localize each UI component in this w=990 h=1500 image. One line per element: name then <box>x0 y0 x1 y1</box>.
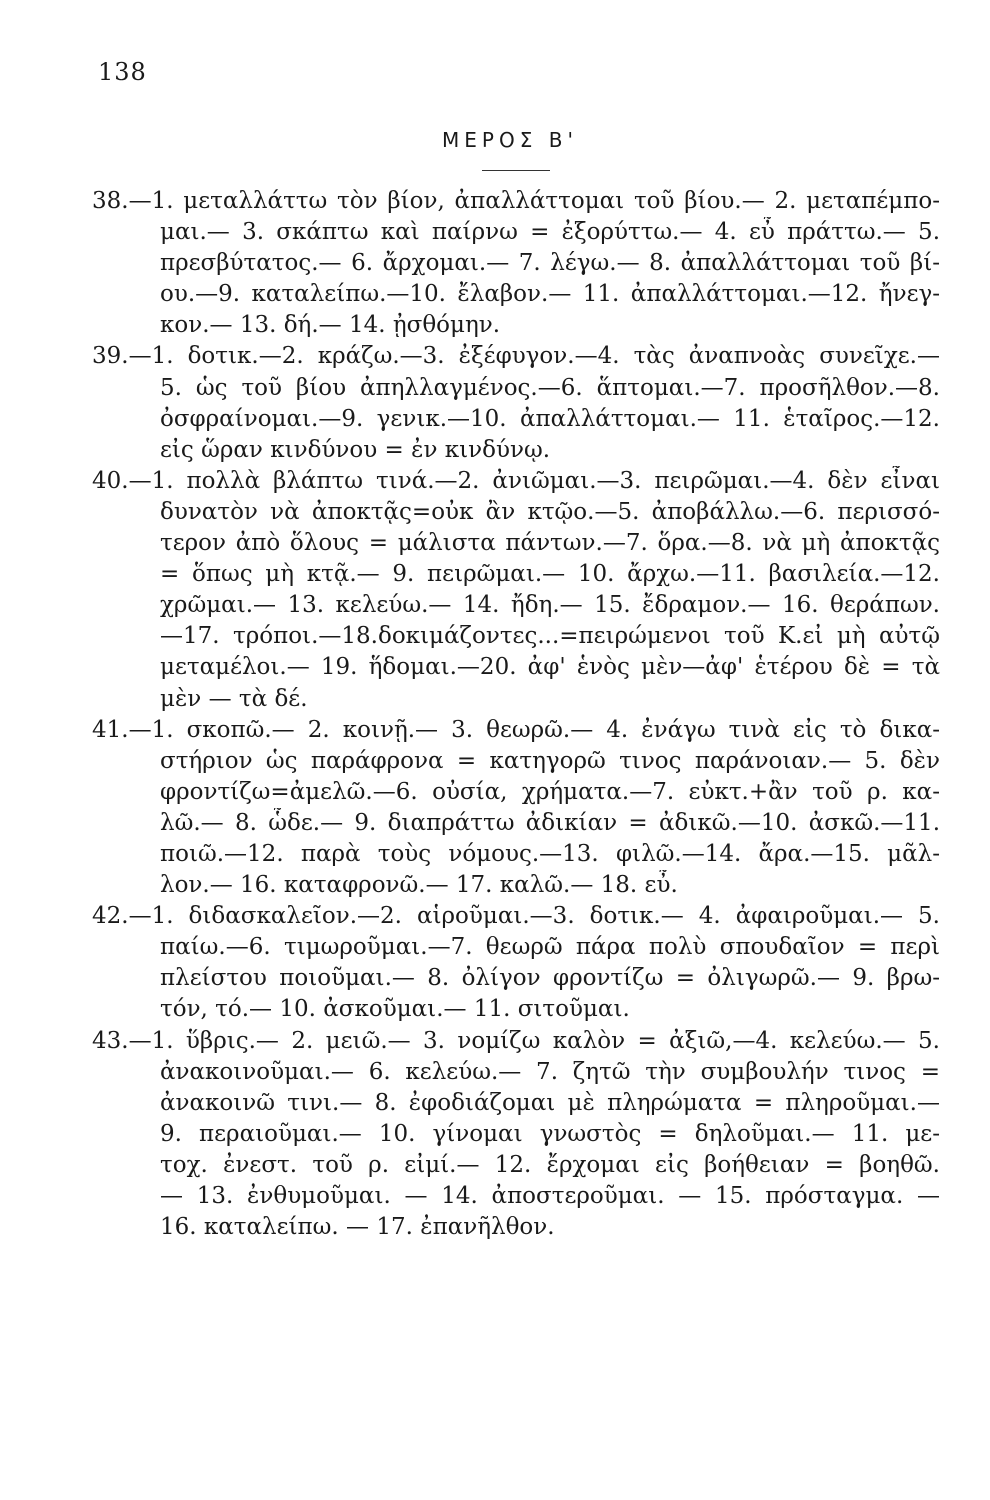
entry-line: ποιῶ.—12. παρὰ τοὺς νόμους.—13. φιλῶ.—14. ἄρα.—15. μᾶλ- <box>160 840 940 867</box>
entry-line: 9. περαιοῦμαι.— 10. γίνομαι γνωστὸς = δηλοῦμαι.— 11. με- <box>160 1120 940 1147</box>
entry-line: λῶ.— 8. ὧδε.— 9. διαπράττω ἀδικίαν = ἀδικῶ.—10. ἀσκῶ.—11. <box>160 809 940 836</box>
entry-number: 41. <box>92 716 129 743</box>
entry-line: παίω.—6. τιμωροῦμαι.—7. θεωρῶ πάρα πολὺ σπουδαῖον = περὶ <box>160 934 940 961</box>
entry-line: εἰς ὥραν κινδύνου = ἐν κινδύνῳ. <box>160 436 551 463</box>
section-heading: ΜΕΡΟΣ Β' <box>442 128 578 152</box>
entry-line: — 13. ἐνθυμοῦμαι. — 14. ἀποστεροῦμαι. — 15. πρόσταγμα. — <box>160 1183 940 1209</box>
entry-number: 39. <box>92 343 129 370</box>
entry-number: 38. <box>92 188 129 214</box>
entry-line: ὀσφραίνομαι.—9. γενικ.—10. ἀπαλλάττομαι.— 11. ἑταῖρος.—12. <box>160 405 940 432</box>
entry-line: τόν, τό.— 10. ἀσκοῦμαι.— 11. σιτοῦμαι. <box>160 996 630 1023</box>
page-number: 138 <box>98 58 147 86</box>
entry-38 <box>92 186 940 341</box>
entry-line: δυνατὸν νὰ ἀποκτᾷς=οὐκ ἂν κτῷο.—5. ἀποβάλλω.—6. περισσό- <box>160 498 940 525</box>
entry-line: —17. τρόποι.—18.δοκιμάζοντες...=πειρώμενοι τοῦ Κ.εἰ μὴ αὐτῷ <box>160 623 940 650</box>
entry-41 <box>92 715 940 902</box>
entry-line: λον.— 16. καταφρονῶ.— 17. καλῶ.— 18. εὖ. <box>160 872 678 899</box>
entry-line <box>92 901 940 932</box>
entry-line: 16. καταλείπω. — 17. ἐπανῆλθον. <box>160 1214 555 1241</box>
entry-40 <box>92 466 940 715</box>
entry-text: —1. μεταλλάττω τὸν βίον, ἀπαλλάττομαι τοῦ βίου.— 2. μεταπέμπο- <box>128 188 940 214</box>
entry-line: ἀνακοινῶ τινι.— 8. ἐφοδιάζομαι μὲ πληρώματα = πληροῦμαι.— <box>160 1089 940 1116</box>
entry-line: μαι.— 3. σκάπτω καὶ παίρνω = ἐξορύττω.— 4. εὖ πράττω.— 5. <box>160 219 940 246</box>
entry-line <box>92 466 940 497</box>
entry-43 <box>92 1026 940 1244</box>
heading-rule <box>482 170 550 171</box>
entry-line: τοχ. ἐνεστ. τοῦ ρ. εἰμί.— 12. ἔρχομαι εἰς βοήθειαν = βοηθῶ. <box>160 1151 940 1178</box>
entry-text: —1. σκοπῶ.— 2. κοινῇ.— 3. θεωρῶ.— 4. ἐνάγω τινὰ εἰς τὸ δικα- <box>128 716 940 743</box>
entry-number: 40. <box>92 467 129 494</box>
entry-line <box>92 341 940 372</box>
entry-number: 43. <box>92 1027 129 1054</box>
entry-42 <box>92 901 940 1025</box>
entry-line: πρεσβύτατος.— 6. ἄρχομαι.— 7. λέγω.— 8. ἀπαλλάττομαι τοῦ βί- <box>160 250 940 277</box>
entry-line: στήριον ὡς παράφρονα = κατηγορῶ τινος παράνοιαν.— 5. δὲν <box>160 747 940 774</box>
entry-line: χρῶμαι.— 13. κελεύω.— 14. ἤδη.— 15. ἔδραμον.— 16. θεράπων. <box>160 592 940 619</box>
entry-text: —1. πολλὰ βλάπτω τινά.—2. ἀνιῶμαι.—3. πειρῶμαι.—4. δὲν εἶναι <box>128 467 940 494</box>
entry-line <box>92 715 940 746</box>
entry-line: τερον ἀπὸ ὅλους = μάλιστα πάντων.—7. ὅρα.—8. νὰ μὴ ἀποκτᾷς <box>160 530 940 557</box>
entry-line: μεταμέλοι.— 19. ἥδομαι.—20. ἀφ' ἑνὸς μὲν—ἀφ' ἑτέρου δὲ = τὰ <box>160 654 940 681</box>
entry-line: φροντίζω=ἀμελῶ.—6. οὐσία, χρήματα.—7. εὐκτ.+ἂν τοῦ ρ. κα- <box>160 778 940 805</box>
entry-line: = ὅπως μὴ κτᾷ.— 9. πειρῶμαι.— 10. ἄρχω.—11. βασιλεία.—12. <box>160 561 940 588</box>
entry-text: —1. δοτικ.—2. κράζω.—3. ἐξέφυγον.—4. τὰς ἀναπνοὰς συνεῖχε.— <box>128 343 940 370</box>
entry-line <box>92 186 940 217</box>
entry-line: 5. ὡς τοῦ βίου ἀπηλλαγμένος.—6. ἅπτομαι.—7. προσῆλθον.—8. <box>160 374 940 401</box>
entry-line: ἀνακοινοῦμαι.— 6. κελεύω.— 7. ζητῶ τὴν συμβουλήν τινος = <box>160 1058 940 1085</box>
entry-39 <box>92 341 940 465</box>
exercise-answers <box>92 186 940 1243</box>
entry-line <box>92 1026 940 1057</box>
entry-line: ου.—9. καταλείπω.—10. ἔλαβον.— 11. ἀπαλλάττομαι.—12. ἤνεγ- <box>160 281 940 308</box>
entry-text: —1. διδασκαλεῖον.—2. αἱροῦμαι.—3. δοτικ.— 4. ἀφαιροῦμαι.— 5. <box>128 903 940 930</box>
entry-line: πλείστου ποιοῦμαι.— 8. ὀλίγον φροντίζω = ὀλιγωρῶ.— 9. βρω- <box>160 965 940 992</box>
entry-line: κον.— 13. δή.— 14. ᾐσθόμην. <box>160 312 501 339</box>
entry-text: —1. ὕβρις.— 2. μειῶ.— 3. νομίζω καλὸν = ἀξιῶ,—4. κελεύω.— 5. <box>128 1027 940 1054</box>
entry-line: μὲν — τὰ δέ. <box>160 685 308 712</box>
entry-number: 42. <box>92 903 129 930</box>
